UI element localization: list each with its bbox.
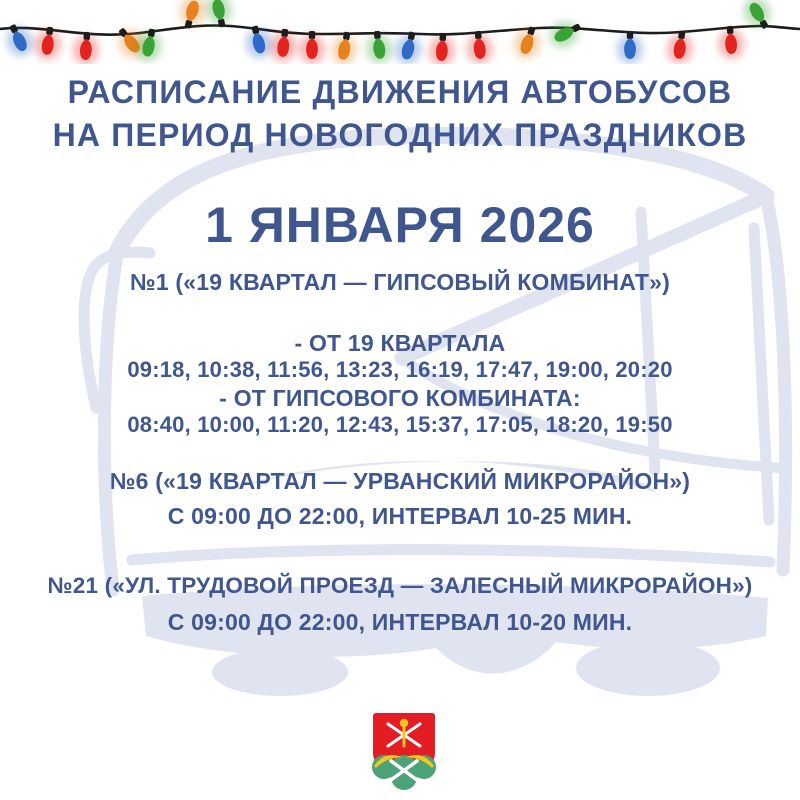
green-light-bulb [545, 15, 586, 53]
route-1-direction-2-label: - ОТ ГИПСОВОГО КОМБИНАТА: [219, 385, 581, 411]
red-light-bulb [665, 29, 695, 64]
emblem-hammer-head [400, 719, 408, 727]
route-6-schedule: С 09:00 ДО 22:00, ИНТЕРВАЛ 10-25 МИН. [167, 503, 633, 529]
route-1-direction-1-label: - ОТ 19 КВАРТАЛА [294, 330, 506, 356]
date-heading: 1 ЯНВАРЯ 2026 [205, 197, 595, 253]
poster-title-line2: НА ПЕРИОД НОВОГОДНИХ ПРАЗДНИКОВ [52, 117, 748, 153]
route-1-name: №1 («19 КВАРТАЛ — ГИПСОВЫЙ КОМБИНАТ») [129, 269, 670, 295]
novomoskovsk-coat-of-arms-icon [371, 711, 437, 793]
route-21-schedule: С 09:00 ДО 22:00, ИНТЕРВАЛ 10-20 МИН. [167, 609, 633, 635]
blue-light-bulb [617, 31, 643, 64]
green-light-bulb [738, 0, 777, 34]
blue-light-bulb [0, 20, 38, 61]
route-1-direction-2-times: 08:40, 10:00, 11:20, 12:43, 15:37, 17:05, 18:20, 19:50 [127, 412, 673, 437]
red-light-bulb [299, 31, 325, 64]
red-light-bulb [465, 30, 494, 64]
route-1-direction-1-times: 09:18, 10:38, 11:56, 13:23, 16:19, 17:47, 19:00, 20:20 [127, 357, 673, 382]
red-light-bulb [72, 31, 100, 64]
red-light-bulb [428, 32, 456, 64]
route-6-name: №6 («19 КВАРТАЛ — УРВАНСКИЙ МИКРОРАЙОН») [109, 468, 691, 494]
route-21-name: №21 («УЛ. ТРУДОВОЙ ПРОЕЗД — ЗАЛЕСНЫЙ МИКРОРАЙОН») [47, 573, 753, 598]
poster-title-line1: РАСПИСАНИЕ ДВИЖЕНИЯ АВТОБУСОВ [67, 74, 733, 110]
red-light-bulb [717, 25, 745, 60]
christmas-lights-garland [0, 0, 800, 64]
